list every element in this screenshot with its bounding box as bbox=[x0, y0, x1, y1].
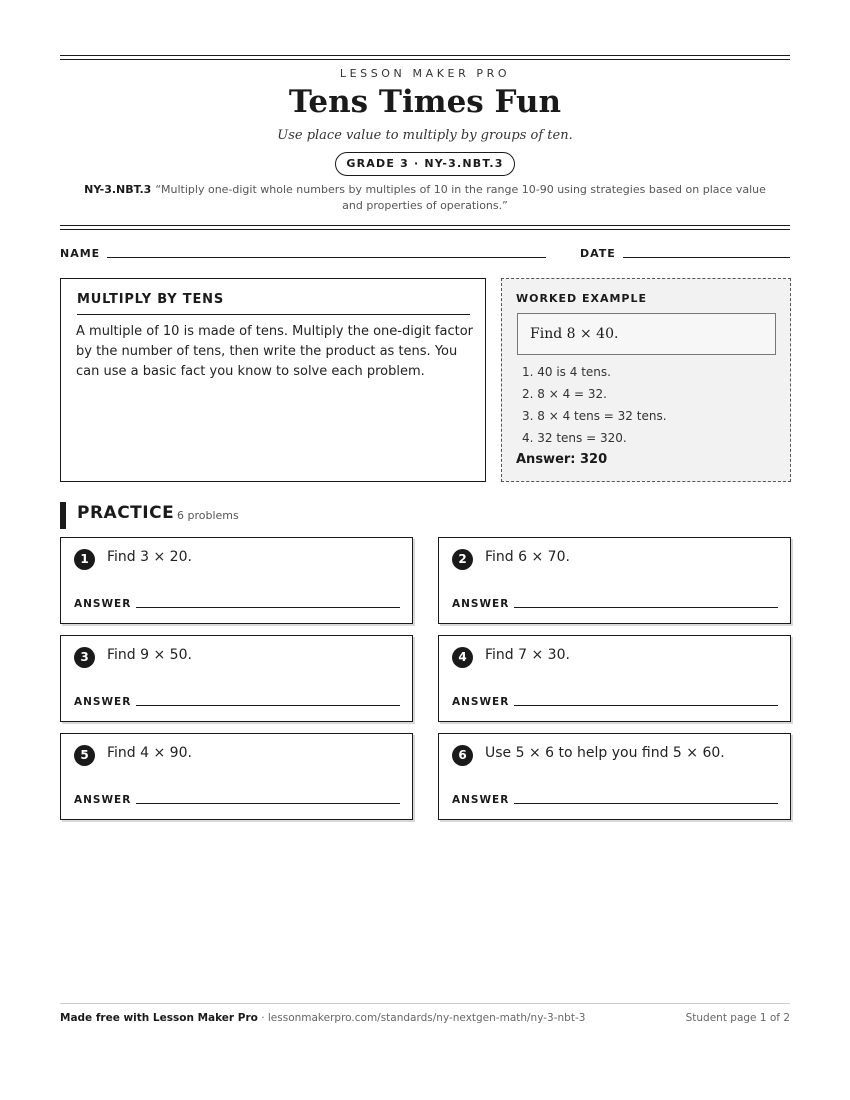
standard-text: “Multiply one-digit whole numbers by multiples of 10 in the range 10-90 using strategies based on place value and properties of operations.” bbox=[155, 183, 766, 212]
footer-page-number: Student page 1 of 2 bbox=[685, 1012, 790, 1024]
concept-heading: MULTIPLY BY TENS bbox=[77, 292, 470, 315]
practice-accent-bar bbox=[60, 502, 66, 529]
top-rule-1 bbox=[60, 55, 790, 56]
header-bottom-rule-2 bbox=[60, 229, 790, 230]
grade-badge: GRADE 3 · NY-3.NBT.3 bbox=[335, 152, 515, 176]
answer-field[interactable] bbox=[514, 803, 778, 804]
worked-example-problem: Find 8 × 40. bbox=[517, 313, 776, 355]
header-bottom-rule-1 bbox=[60, 225, 790, 226]
problem-text: Find 7 × 30. bbox=[485, 647, 570, 663]
problem-card-5 bbox=[60, 733, 413, 820]
name-field[interactable] bbox=[107, 257, 546, 258]
answer-field[interactable] bbox=[514, 705, 778, 706]
problem-text: Find 3 × 20. bbox=[107, 549, 192, 565]
worked-example-step: 3. 8 × 4 tens = 32 tens. bbox=[522, 409, 667, 423]
practice-count: 6 problems bbox=[177, 509, 239, 522]
worked-example-heading: WORKED EXAMPLE bbox=[516, 292, 647, 305]
answer-field[interactable] bbox=[136, 705, 400, 706]
footer-url[interactable]: · lessonmakerpro.com/standards/ny-nextgen-math/ny-3-nbt-3 bbox=[257, 1012, 586, 1024]
name-label: NAME bbox=[60, 247, 101, 260]
answer-label: ANSWER bbox=[74, 696, 132, 708]
standard-description bbox=[75, 182, 775, 214]
problem-card-2 bbox=[438, 537, 791, 624]
problem-card-4 bbox=[438, 635, 791, 722]
problem-card-1 bbox=[60, 537, 413, 624]
worked-example-step: 2. 8 × 4 = 32. bbox=[522, 387, 607, 401]
footer-credit bbox=[60, 1012, 585, 1024]
page-title: Tens Times Fun bbox=[288, 84, 562, 120]
date-label: DATE bbox=[580, 247, 616, 260]
problem-text: Find 4 × 90. bbox=[107, 745, 192, 761]
worked-example-answer: Answer: 320 bbox=[516, 452, 608, 467]
worked-example-step: 4. 32 tens = 320. bbox=[522, 431, 627, 445]
answer-field[interactable] bbox=[514, 607, 778, 608]
problem-text: Find 9 × 50. bbox=[107, 647, 192, 663]
date-field[interactable] bbox=[623, 257, 790, 258]
concept-body: A multiple of 10 is made of tens. Multiply the one-digit factor by the number of tens, then write the product as tens. You can use a basic fact you know to solve each problem. bbox=[76, 324, 474, 379]
problem-card-6 bbox=[438, 733, 791, 820]
worked-example-box bbox=[501, 278, 791, 482]
problem-number: 1 bbox=[74, 549, 95, 570]
problem-card-3 bbox=[60, 635, 413, 722]
answer-label: ANSWER bbox=[452, 598, 510, 610]
brand-name: LESSON MAKER PRO bbox=[339, 67, 511, 80]
footer-rule bbox=[60, 1003, 790, 1004]
problem-number: 3 bbox=[74, 647, 95, 668]
answer-label: ANSWER bbox=[452, 696, 510, 708]
problem-text: Find 6 × 70. bbox=[485, 549, 570, 565]
answer-field[interactable] bbox=[136, 803, 400, 804]
problem-text: Use 5 × 6 to help you find 5 × 60. bbox=[485, 745, 725, 761]
standard-code: NY-3.NBT.3 bbox=[84, 183, 152, 196]
answer-label: ANSWER bbox=[74, 598, 132, 610]
problem-number: 5 bbox=[74, 745, 95, 766]
concept-box bbox=[60, 278, 486, 482]
top-rule-2 bbox=[60, 59, 790, 60]
problem-number: 6 bbox=[452, 745, 473, 766]
page-subtitle: Use place value to multiply by groups of ten. bbox=[277, 128, 573, 143]
worked-example-steps bbox=[522, 361, 667, 449]
problem-number: 2 bbox=[452, 549, 473, 570]
footer-made-with: Made free with Lesson Maker Pro bbox=[60, 1012, 258, 1024]
answer-label: ANSWER bbox=[452, 794, 510, 806]
problem-number: 4 bbox=[452, 647, 473, 668]
worked-example-step: 1. 40 is 4 tens. bbox=[522, 365, 611, 379]
answer-field[interactable] bbox=[136, 607, 400, 608]
practice-title: PRACTICE bbox=[77, 503, 175, 523]
answer-label: ANSWER bbox=[74, 794, 132, 806]
